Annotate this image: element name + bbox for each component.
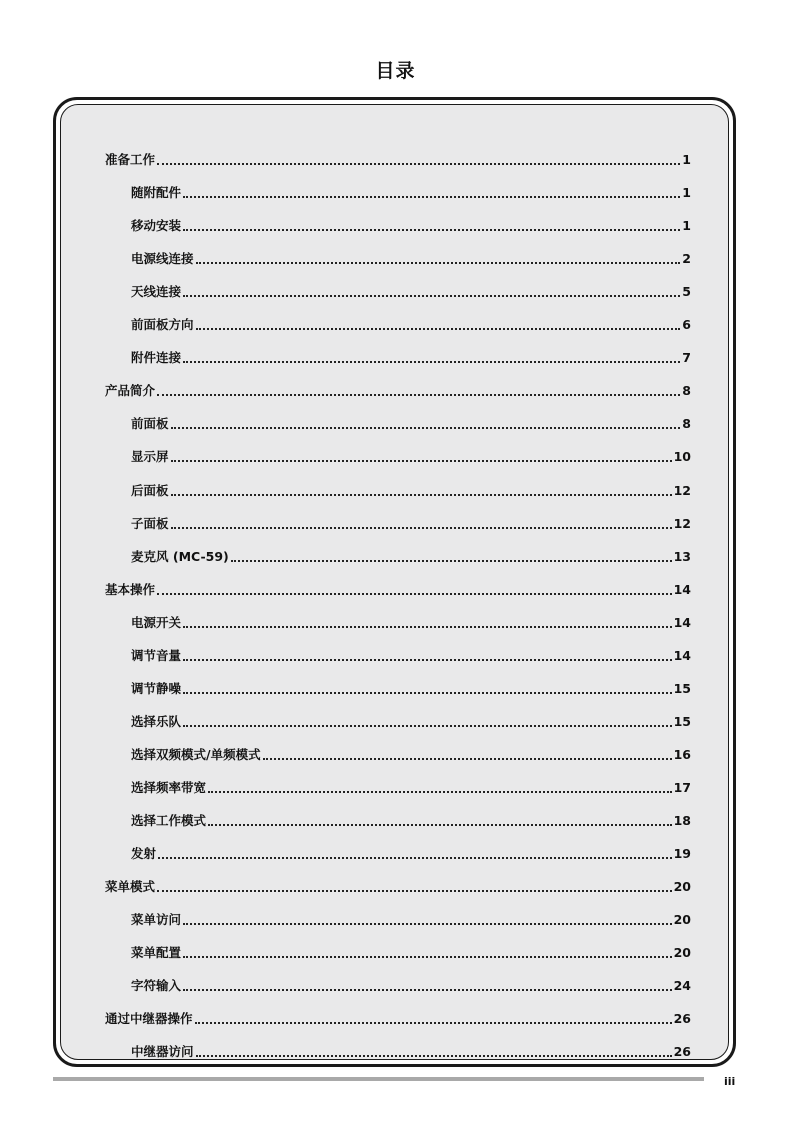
toc-entry-title: 准备工作 (105, 152, 156, 167)
toc-entry-title: 选择工作模式 (131, 813, 207, 828)
toc-entry-page: 1 (682, 152, 691, 167)
toc-entry[interactable] (105, 1010, 691, 1028)
toc-entry-page: 19 (673, 846, 691, 861)
toc-entry-page: 8 (682, 416, 691, 432)
toc-entry[interactable] (105, 382, 691, 400)
toc-entry[interactable] (131, 911, 691, 929)
toc-entry-title: 调节音量 (131, 647, 182, 663)
toc-entry-title: 移动安装 (131, 218, 182, 234)
toc-entry-page: 12 (673, 482, 691, 498)
toc-entry-page: 15 (673, 680, 691, 696)
toc-entry-page: 6 (682, 317, 691, 333)
toc-entry[interactable] (131, 713, 691, 731)
dot-leader (183, 295, 680, 297)
dot-leader (208, 791, 672, 793)
toc-entry[interactable] (131, 1043, 691, 1060)
toc-entry-title: 选择频率带宽 (131, 779, 207, 795)
toc-entry[interactable] (131, 647, 691, 665)
toc-entry[interactable] (131, 250, 691, 268)
toc-entry-title: 发射 (131, 846, 157, 861)
toc-entry-title: 天线连接 (131, 284, 182, 300)
dot-leader (231, 560, 672, 562)
toc-entry[interactable] (131, 944, 691, 962)
toc-entry-page: 26 (673, 1011, 691, 1027)
toc-entry-page: 14 (673, 614, 691, 630)
toc-entry-page: 13 (673, 548, 691, 564)
toc-entry-title: 后面板 (131, 482, 169, 498)
toc-frame (60, 104, 729, 1060)
toc-entry[interactable] (105, 151, 691, 169)
dot-leader (171, 427, 681, 429)
dot-leader (183, 659, 672, 661)
toc-entry-page: 20 (673, 912, 691, 928)
dot-leader (183, 361, 680, 363)
toc-entry[interactable] (131, 283, 691, 301)
dot-leader (171, 494, 672, 496)
toc-entry-title: 子面板 (131, 515, 169, 531)
dot-leader (157, 593, 672, 595)
toc-entry-title: 菜单访问 (131, 912, 182, 928)
toc-entry-title: 中继器访问 (131, 1044, 194, 1060)
toc-entry-page: 8 (682, 383, 691, 399)
dot-leader (183, 989, 672, 991)
toc-entry[interactable] (131, 316, 691, 334)
toc-entry[interactable] (131, 217, 691, 235)
dot-leader (196, 262, 681, 264)
dot-leader (208, 824, 672, 826)
toc-entry-page: 18 (673, 813, 691, 828)
toc-entry-title: 前面板方向 (131, 317, 194, 333)
toc-entry-page: 7 (682, 350, 691, 366)
toc-entry-title: 选择双频模式/单频模式 (131, 746, 261, 762)
dot-leader (183, 626, 672, 628)
toc-entry-page: 16 (673, 746, 691, 762)
toc-entry[interactable] (105, 878, 691, 896)
footer-rule (53, 1077, 704, 1081)
toc-entry[interactable] (131, 812, 691, 830)
toc-entry-page: 2 (682, 251, 691, 267)
toc-entry-title: 选择乐队 (131, 713, 182, 729)
toc-entry[interactable] (131, 482, 691, 500)
dot-leader (157, 163, 680, 165)
page-title: 目录 (375, 60, 416, 82)
toc-entry-title: 菜单模式 (105, 879, 156, 895)
dot-leader (158, 857, 672, 859)
toc-entry[interactable] (131, 415, 691, 433)
dot-leader (196, 1055, 672, 1057)
toc-entry-title: 附件连接 (131, 350, 182, 366)
toc-entry[interactable] (105, 581, 691, 599)
toc-entry-title: 电源开关 (131, 614, 182, 630)
toc-entry-title: 字符输入 (131, 978, 182, 994)
dot-leader (183, 923, 672, 925)
toc-entry-title: 显示屏 (131, 449, 169, 465)
toc-entry[interactable] (131, 349, 691, 367)
dot-leader (195, 1022, 672, 1024)
toc-entry[interactable] (131, 448, 691, 466)
dot-leader (171, 460, 672, 462)
toc-entry[interactable] (131, 977, 691, 995)
toc-entry-title: 产品简介 (105, 383, 156, 399)
toc-entry-page: 24 (673, 978, 691, 994)
toc-entry-page: 26 (673, 1044, 691, 1060)
dot-leader (183, 956, 672, 958)
toc-entry-page: 12 (673, 515, 691, 531)
toc-entry-title: 前面板 (131, 416, 169, 432)
dot-leader (171, 527, 672, 529)
toc-entry-title: 电源线连接 (131, 251, 194, 267)
toc-entry-title: 麦克风 (MC-59) (131, 548, 229, 564)
dot-leader (263, 758, 672, 760)
toc-entry[interactable] (131, 746, 691, 764)
dot-leader (157, 394, 680, 396)
toc-entry-page: 1 (682, 218, 691, 234)
toc-entry-title: 菜单配置 (131, 945, 182, 961)
toc-entry-page: 5 (682, 284, 691, 300)
toc-entry[interactable] (131, 779, 691, 797)
toc-entry-page: 20 (673, 879, 691, 895)
toc-entry-page: 14 (673, 647, 691, 663)
dot-leader (183, 692, 672, 694)
toc-entry-page: 15 (673, 713, 691, 729)
toc-entry-page: 17 (673, 779, 691, 795)
dot-leader (196, 328, 681, 330)
toc-entry-title: 随附配件 (131, 185, 182, 200)
toc-entry[interactable] (131, 515, 691, 533)
toc-entry-title: 通过中继器操作 (105, 1011, 193, 1027)
dot-leader (157, 890, 672, 892)
toc-entry-page: 1 (682, 185, 691, 200)
toc-entry[interactable] (131, 845, 691, 863)
toc-entry[interactable] (131, 614, 691, 632)
toc-entry[interactable] (131, 184, 691, 202)
dot-leader (183, 725, 672, 727)
toc-entry-title: 调节静噪 (131, 680, 182, 696)
toc-entry-page: 10 (673, 449, 691, 465)
toc-entry-title: 基本操作 (105, 581, 156, 597)
toc-entry-page: 20 (673, 945, 691, 961)
dot-leader (183, 229, 680, 231)
toc-entry[interactable] (131, 548, 691, 566)
toc-entry-page: 14 (673, 581, 691, 597)
table-of-contents (61, 105, 729, 1060)
dot-leader (183, 196, 680, 198)
page-number: iii (724, 1075, 736, 1088)
toc-entry[interactable] (131, 680, 691, 698)
